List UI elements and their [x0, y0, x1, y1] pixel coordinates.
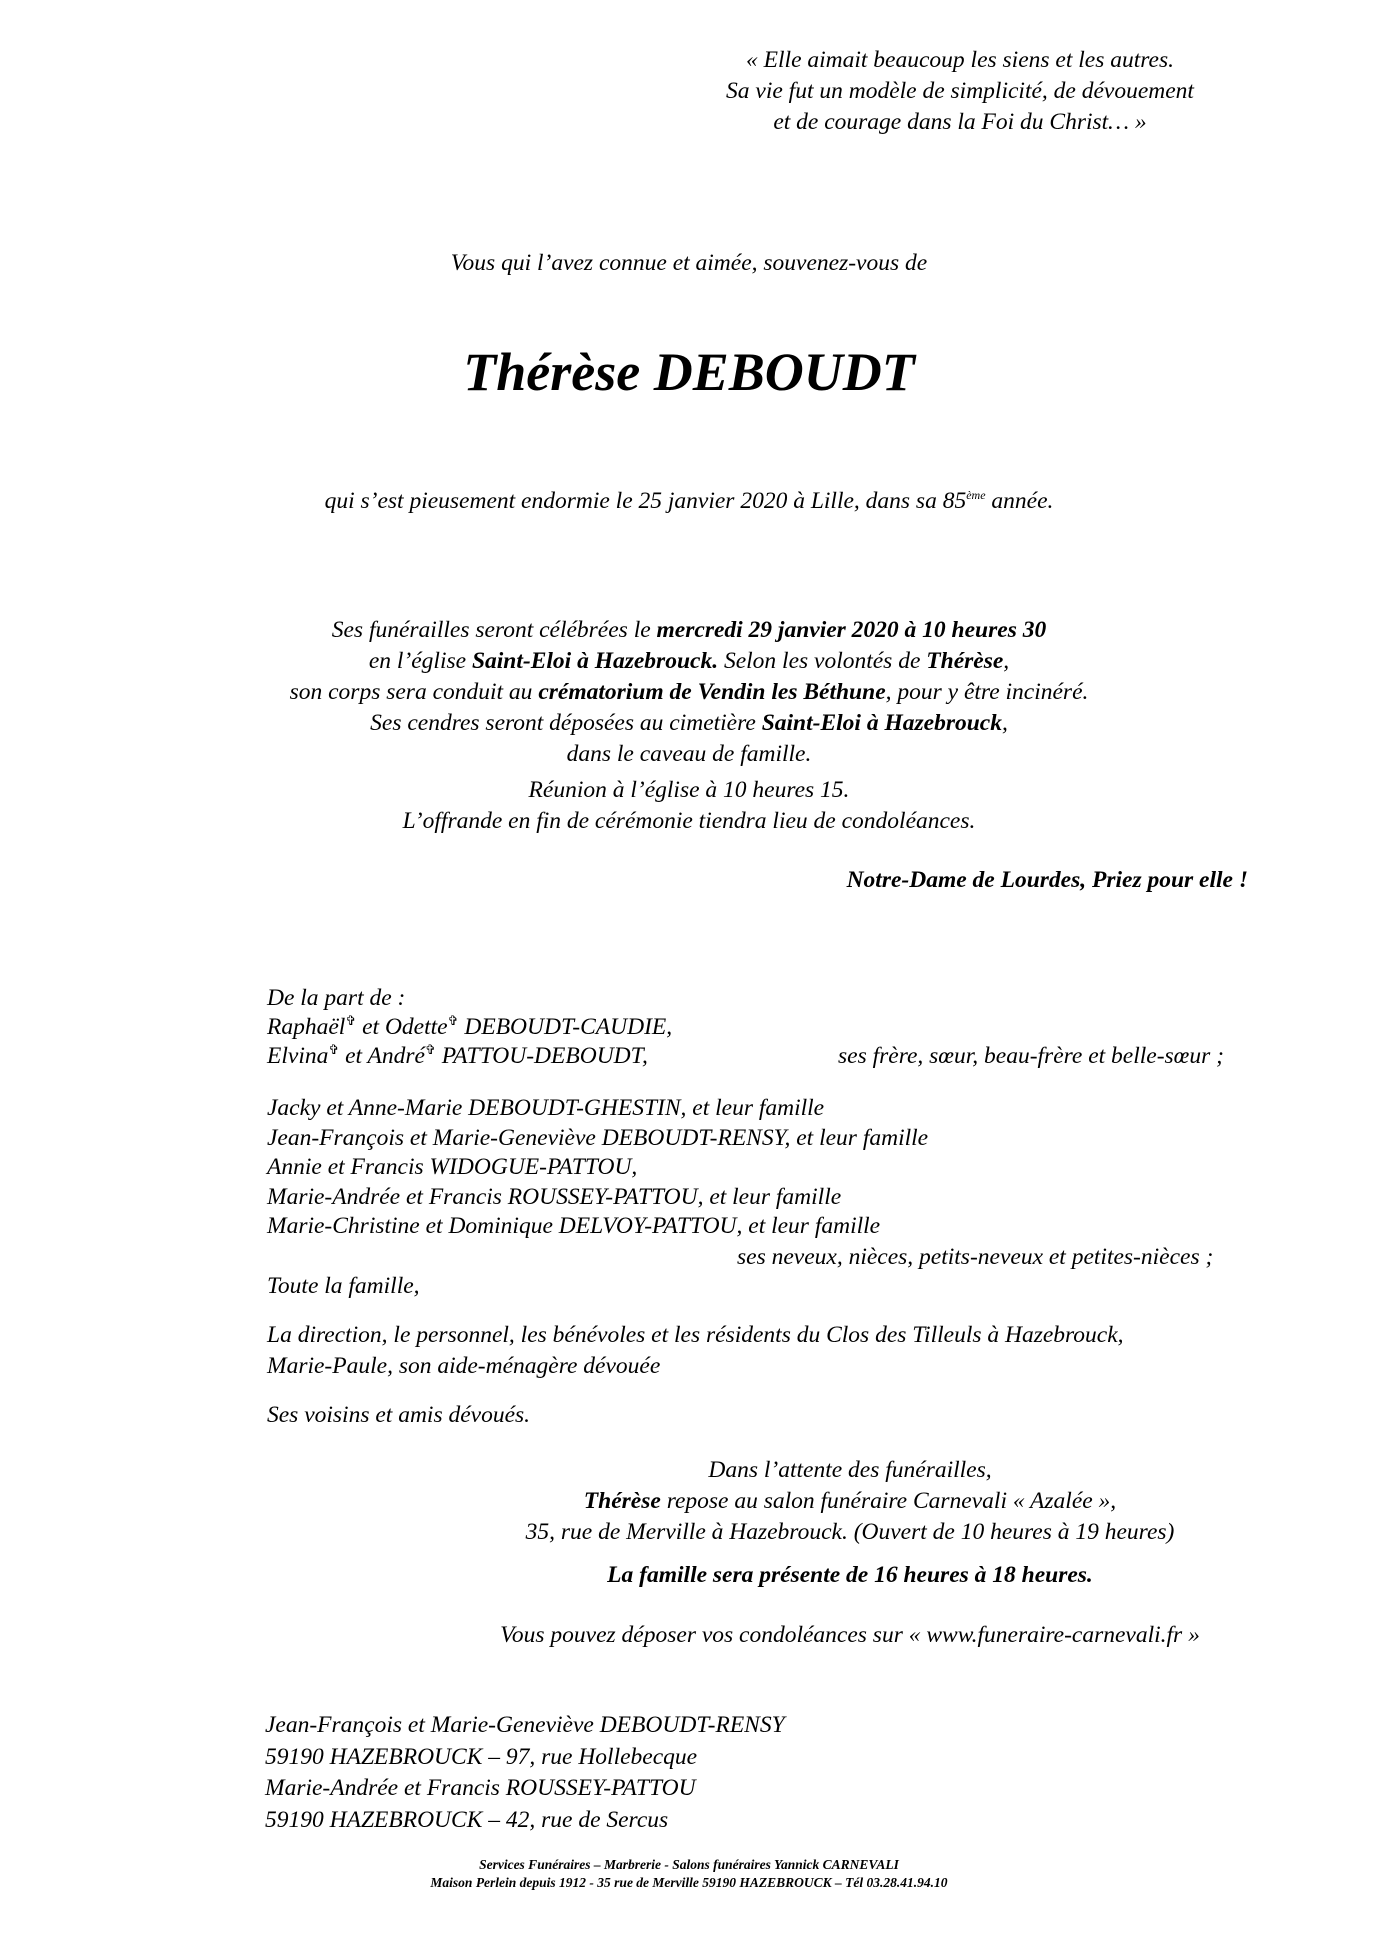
cemetery-name: Saint-Eloi à Hazebrouck [761, 710, 1002, 736]
funeral-line-4: Ses cendres seront déposées au cimetière Saint-Eloi à Hazebrouck, [370, 710, 1008, 736]
first-name: Thérèse [926, 648, 1004, 674]
addresses [265, 1710, 785, 1836]
wake-info [400, 1455, 1300, 1548]
opening-quote [600, 45, 1320, 138]
quote-line: « Elle aimait beaucoup les siens et les autres. [746, 47, 1174, 73]
first-name: Thérèse [583, 1488, 661, 1514]
footer-line: Services Funéraires – Marbrerie - Salons funéraires Yannick CARNEVALI [479, 1857, 899, 1872]
crematorium-name: crématorium de Vendin les Béthune [538, 679, 886, 705]
staff-list [267, 1320, 1124, 1382]
sibling-line-2: Elvina✞ et André✞ PATTOU-DEBOUDT, [267, 1042, 648, 1069]
whole-family: Toute la famille, [267, 1273, 420, 1299]
siblings-relation: ses frère, sœur, beau-frère et belle-sœur ; [838, 1043, 1224, 1069]
wake-line-2: Thérèse repose au salon funéraire Carnevali « Azalée », [583, 1488, 1117, 1514]
friends: Ses voisins et amis dévoués. [267, 1402, 531, 1428]
address-line: 59190 HAZEBROUCK – 97, rue Hollebecque [265, 1743, 698, 1770]
funeral-details [0, 615, 1378, 770]
address-line: Jean-François et Marie-Geneviève DEBOUDT-RENSY [265, 1712, 785, 1738]
footer [0, 1856, 1378, 1892]
cross-icon: ✞ [447, 1013, 459, 1028]
prayer: Notre-Dame de Lourdes, Priez pour elle ! [846, 867, 1248, 893]
death-text-end: année. [985, 488, 1054, 514]
quote-line: et de courage dans la Foi du Christ… » [773, 109, 1147, 135]
ordinal-suffix: ème [966, 488, 986, 502]
list-item: Marie-Christine et Dominique DELVOY-PATTOU, et leur famille [267, 1213, 881, 1239]
reunion-line: L’offrande en fin de cérémonie tiendra lieu de condoléances. [402, 808, 976, 834]
cross-icon: ✞ [345, 1013, 357, 1028]
list-item: Jacky et Anne-Marie DEBOUDT-GHESTIN, et leur famille [267, 1095, 825, 1121]
funeral-date: mercredi 29 janvier 2020 à 10 heures 30 [656, 617, 1047, 643]
list-item: Jean-François et Marie-Geneviève DEBOUDT-RENSY, et leur famille [267, 1124, 929, 1151]
list-item: Marie-Andrée et Francis ROUSSEY-PATTOU, et leur famille [267, 1183, 842, 1210]
reunion-info [0, 775, 1378, 837]
death-announcement [0, 486, 1378, 517]
family-presence: La famille sera présente de 16 heures à 18 heures. [607, 1562, 1093, 1588]
address-line: 59190 HAZEBROUCK – 42, rue de Sercus [265, 1806, 669, 1833]
list-item: Marie-Paule, son aide-ménagère dévouée [267, 1353, 661, 1379]
list-item: La direction, le personnel, les bénévoles et les résidents du Clos des Tilleuls à Hazebrouck, [267, 1322, 1124, 1348]
church-name: Saint-Eloi à Hazebrouck. [471, 648, 719, 674]
quote-line: Sa vie fut un modèle de simplicité, de dévouement [726, 78, 1194, 104]
sibling-line-1: Raphaël✞ et Odette✞ DEBOUDT-CAUDIE, [267, 1013, 673, 1040]
condolences-line: Vous pouvez déposer vos condoléances sur « www.funeraire-carnevali.fr » [500, 1622, 1200, 1648]
funeral-line-2: en l’église Saint-Eloi à Hazebrouck. Selon les volontés de Thérèse, [368, 648, 1010, 674]
reunion-line: Réunion à l’église à 10 heures 15. [528, 777, 850, 803]
footer-line: Maison Perlein depuis 1912 - 35 rue de Merville 59190 HAZEBROUCK – Tél 03.28.41.94.10 [430, 1875, 948, 1890]
nephews-relation: ses neveux, nièces, petits-neveux et petites-nièces ; [737, 1244, 1214, 1270]
deceased-name: Thérèse DEBOUDT [463, 342, 915, 402]
death-text: qui s’est pieusement endormie le 25 janvier 2020 à Lille, dans sa 85 [324, 488, 967, 514]
from-label: De la part de : [267, 985, 406, 1011]
wake-line-1: Dans l’attente des funérailles, [708, 1457, 992, 1483]
intro-text: Vous qui l’avez connue et aimée, souvenez-vous de [450, 250, 928, 276]
cross-icon: ✞ [328, 1042, 340, 1057]
list-item: Annie et Francis WIDOGUE-PATTOU, [267, 1154, 638, 1180]
funeral-line-3: son corps sera conduit au crématorium de Vendin les Béthune, pour y être incinéré. [289, 679, 1089, 705]
funeral-line-5: dans le caveau de famille. [566, 741, 812, 767]
nephews-list [267, 1094, 928, 1242]
address-line: Marie-Andrée et Francis ROUSSEY-PATTOU [265, 1775, 696, 1801]
wake-line-3: 35, rue de Merville à Hazebrouck. (Ouvert de 10 heures à 19 heures) [525, 1519, 1175, 1545]
cross-icon: ✞ [424, 1042, 436, 1057]
funeral-line-1: Ses funérailles seront célébrées le mercredi 29 janvier 2020 à 10 heures 30 [331, 617, 1047, 643]
